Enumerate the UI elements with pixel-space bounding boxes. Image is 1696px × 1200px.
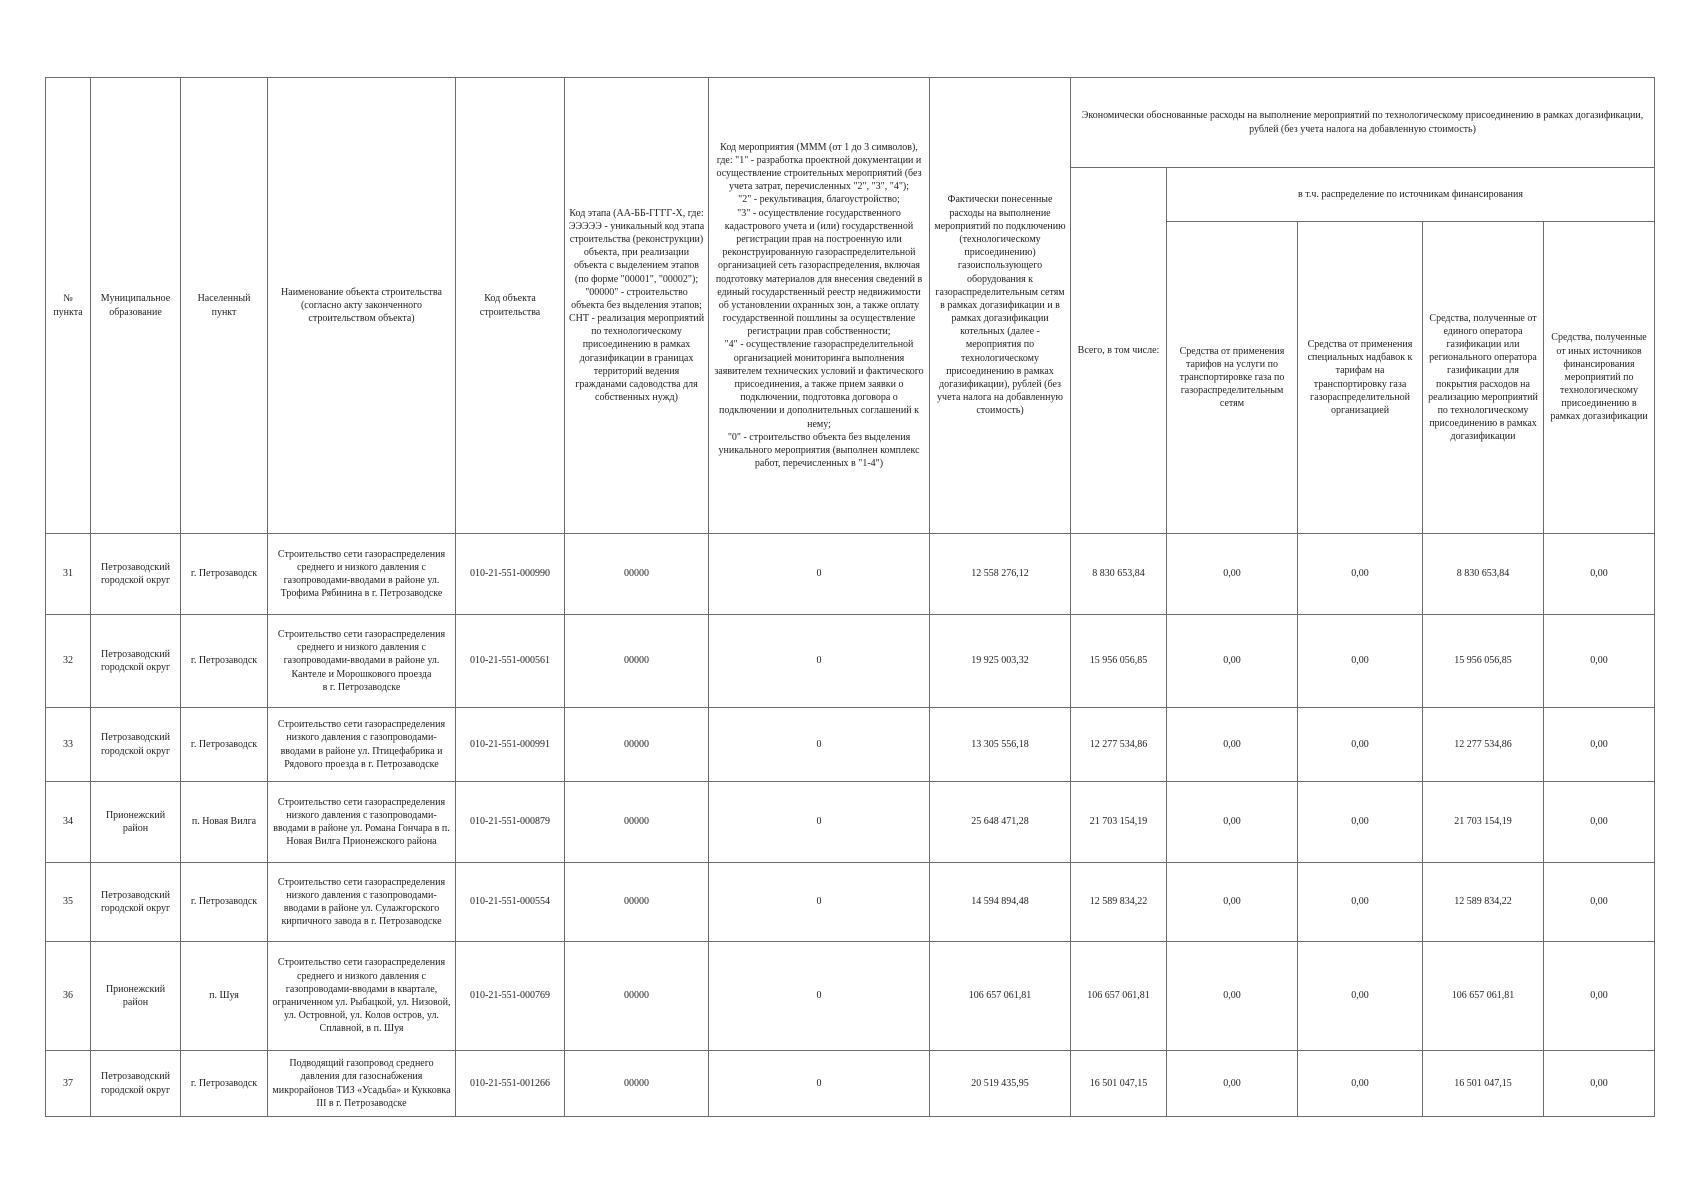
cell-object-code: 010-21-551-000554 [456, 863, 565, 942]
cell-municipality: Петрозаводский городской округ [91, 1051, 181, 1117]
cell-num: 35 [46, 863, 91, 942]
cell-num: 32 [46, 615, 91, 708]
cell-source-other: 0,00 [1544, 863, 1655, 942]
cell-object-name: Строительство сети газораспределения низкого давления с газопроводами-вводами в районе ул. Птицефабрика и Рядового проезда в г. Петрозаводске [268, 708, 456, 782]
cell-source-tariffs: 0,00 [1167, 615, 1298, 708]
header-municipality: Муниципальное образование [91, 78, 181, 534]
cell-source-surcharges: 0,00 [1298, 708, 1423, 782]
cell-object-name: Строительство сети газораспределения среднего и низкого давления с газопроводами-вводами в районе ул. Трофима Рябинина в г. Петрозаводске [268, 534, 456, 615]
cell-settlement: г. Петрозаводск [181, 1051, 268, 1117]
header-stage-code: Код этапа (АА-ББ-ГГГГ-Х, где: ЭЭЭЭЭ - уникальный код этапа строительства (реконструкции) объекта, при реализации объекта с выделением этапов (по форме "00001", "00002"); "00000" - строительство объекта без выделения этапов; СНТ - реализация мероприятий по технологическому присоединению в рамках догазификации в границах территорий ведения гражданами садоводства для собственных нужд) [565, 78, 709, 534]
cell-object-code: 010-21-551-001266 [456, 1051, 565, 1117]
cell-num: 34 [46, 782, 91, 863]
cell-source-surcharges: 0,00 [1298, 534, 1423, 615]
cell-source-tariffs: 0,00 [1167, 708, 1298, 782]
cell-actual-costs: 14 594 894,48 [930, 863, 1071, 942]
cell-source-tariffs: 0,00 [1167, 1051, 1298, 1117]
cell-event-code: 0 [709, 863, 930, 942]
cell-settlement: г. Петрозаводск [181, 534, 268, 615]
header-object-name: Наименование объекта строительства (согласно акту законченного строительством объекта) [268, 78, 456, 534]
cell-source-operator: 16 501 047,15 [1423, 1051, 1544, 1117]
table-row [46, 534, 1655, 615]
cell-object-name: Подводящий газопровод среднего давления для газоснабжения микрорайонов ТИЗ «Усадьба» и Кукковка III в г. Петрозаводске [268, 1051, 456, 1117]
cell-source-tariffs: 0,00 [1167, 534, 1298, 615]
cell-source-operator: 12 589 834,22 [1423, 863, 1544, 942]
cell-settlement: п. Новая Вилга [181, 782, 268, 863]
cell-municipality: Прионежский район [91, 942, 181, 1051]
gasification-costs-table [45, 77, 1655, 1117]
header-total: Всего, в том числе: [1071, 168, 1167, 534]
table-row [46, 782, 1655, 863]
cell-actual-costs: 12 558 276,12 [930, 534, 1071, 615]
cell-source-operator: 8 830 653,84 [1423, 534, 1544, 615]
cell-object-name: Строительство сети газораспределения среднего и низкого давления с газопроводами-вводами в квартале, ограниченном ул. Рыбацкой, ул. Низовой, ул. Островной, ул. Колов остров, ул. Сплавной, в п. Шуя [268, 942, 456, 1051]
cell-source-other: 0,00 [1544, 1051, 1655, 1117]
cell-stage-code: 00000 [565, 942, 709, 1051]
header-settlement: Населенный пункт [181, 78, 268, 534]
cell-total: 15 956 056,85 [1071, 615, 1167, 708]
cell-source-tariffs: 0,00 [1167, 942, 1298, 1051]
cell-stage-code: 00000 [565, 615, 709, 708]
cell-object-name: Строительство сети газораспределения низкого давления с газопроводами-вводами в районе ул. Романа Гончара в п. Новая Вилга Прионежского района [268, 782, 456, 863]
table-body [46, 534, 1655, 1117]
cell-source-operator: 106 657 061,81 [1423, 942, 1544, 1051]
cell-settlement: г. Петрозаводск [181, 708, 268, 782]
cell-stage-code: 00000 [565, 863, 709, 942]
cell-num: 36 [46, 942, 91, 1051]
header-object-code: Код объекта строительства [456, 78, 565, 534]
cell-object-name: Строительство сети газораспределения среднего и низкого давления с газопроводами-вводами в районе ул. Кантеле и Морошкового проезда в г. Петрозаводске [268, 615, 456, 708]
table-row [46, 1051, 1655, 1117]
cell-total: 12 589 834,22 [1071, 863, 1167, 942]
cell-municipality: Петрозаводский городской округ [91, 863, 181, 942]
table-row [46, 863, 1655, 942]
cell-source-surcharges: 0,00 [1298, 782, 1423, 863]
cell-total: 12 277 534,86 [1071, 708, 1167, 782]
cell-source-operator: 12 277 534,86 [1423, 708, 1544, 782]
cell-municipality: Прионежский район [91, 782, 181, 863]
cell-source-other: 0,00 [1544, 708, 1655, 782]
cell-num: 33 [46, 708, 91, 782]
header-num: № пункта [46, 78, 91, 534]
cell-actual-costs: 19 925 003,32 [930, 615, 1071, 708]
cell-source-other: 0,00 [1544, 942, 1655, 1051]
cell-object-code: 010-21-551-000990 [456, 534, 565, 615]
header-source-tariffs: Средства от применения тарифов на услуги по транспортировке газа по газораспределительным сетям [1167, 222, 1298, 534]
cell-source-surcharges: 0,00 [1298, 863, 1423, 942]
header-actual-costs: Фактически понесенные расходы на выполнение мероприятий по подключению (технологическому присоединению) газоиспользующего оборудования к газораспределительным сетям в рамках догазификации и в рамках догазификации котельных (далее - мероприятия по технологическому присоединению в рамках догазификации), рублей (без учета налога на добавленную стоимость) [930, 78, 1071, 534]
cell-municipality: Петрозаводский городской округ [91, 708, 181, 782]
cell-municipality: Петрозаводский городской округ [91, 615, 181, 708]
cell-settlement: г. Петрозаводск [181, 615, 268, 708]
cell-source-other: 0,00 [1544, 782, 1655, 863]
cell-num: 31 [46, 534, 91, 615]
cell-stage-code: 00000 [565, 534, 709, 615]
cell-object-code: 010-21-551-000561 [456, 615, 565, 708]
cell-event-code: 0 [709, 534, 930, 615]
cell-event-code: 0 [709, 615, 930, 708]
table-row [46, 942, 1655, 1051]
header-event-code: Код мероприятия (МММ (от 1 до 3 символов), где: "1" - разработка проектной документации и осуществление строительных мероприятий (без учета затрат, перечисленных "2", "3", "4"); "2" - рекультивация, благоустройство; "3" - осуществление государственного кадастрового учета и (или) государственной регистрации прав на построенную или реконструированную газораспределительной организацией сеть газораспределения, включая подготовку материалов для внесения сведений в единый государственный реестр недвижимости об установлении охранных зон, а также оплату государственной пошлины за осуществление регистрации прав собственности; "4" - осуществление газораспределительной организацией мониторинга выполнения заявителем технических условий и фактического присоединения, а также прием заявки о подключении, подготовка договора о подключении и дополнительных соглашений к нему; "0" - строительство объекта без выделения уникального мероприятия (выполнен комплекс работ, перечисленных в "1-4") [709, 78, 930, 534]
cell-actual-costs: 20 519 435,95 [930, 1051, 1071, 1117]
cell-source-operator: 21 703 154,19 [1423, 782, 1544, 863]
cell-event-code: 0 [709, 708, 930, 782]
header-source-operator: Средства, полученные от единого оператора газификации или регионального оператора газификации для покрытия расходов на реализацию мероприятий по технологическому присоединению в рамках догазификации [1423, 222, 1544, 534]
cell-source-other: 0,00 [1544, 534, 1655, 615]
cell-event-code: 0 [709, 782, 930, 863]
cell-event-code: 0 [709, 1051, 930, 1117]
cell-stage-code: 00000 [565, 708, 709, 782]
cell-municipality: Петрозаводский городской округ [91, 534, 181, 615]
cell-source-tariffs: 0,00 [1167, 782, 1298, 863]
cell-stage-code: 00000 [565, 782, 709, 863]
cell-actual-costs: 25 648 471,28 [930, 782, 1071, 863]
cell-source-surcharges: 0,00 [1298, 942, 1423, 1051]
cell-source-tariffs: 0,00 [1167, 863, 1298, 942]
cell-num: 37 [46, 1051, 91, 1117]
table-header [46, 78, 1655, 534]
cell-object-code: 010-21-551-000769 [456, 942, 565, 1051]
cell-source-surcharges: 0,00 [1298, 615, 1423, 708]
cell-object-code: 010-21-551-000991 [456, 708, 565, 782]
table-row [46, 708, 1655, 782]
header-source-surcharges: Средства от применения специальных надбавок к тарифам на транспортировку газа газораспределительной организацией [1298, 222, 1423, 534]
cell-source-operator: 15 956 056,85 [1423, 615, 1544, 708]
cell-source-other: 0,00 [1544, 615, 1655, 708]
cell-settlement: п. Шуя [181, 942, 268, 1051]
header-source-other: Средства, полученные от иных источников финансирования мероприятий по технологическому присоединению в рамках догазификации [1544, 222, 1655, 534]
cell-total: 21 703 154,19 [1071, 782, 1167, 863]
cell-object-code: 010-21-551-000879 [456, 782, 565, 863]
cell-actual-costs: 13 305 556,18 [930, 708, 1071, 782]
header-econ-costs: Экономически обоснованные расходы на выполнение мероприятий по технологическому присоединению в рамках догазификации, рублей (без учета налога на добавленную стоимость) [1071, 78, 1655, 168]
cell-stage-code: 00000 [565, 1051, 709, 1117]
table-row [46, 615, 1655, 708]
cell-actual-costs: 106 657 061,81 [930, 942, 1071, 1051]
cell-source-surcharges: 0,00 [1298, 1051, 1423, 1117]
cell-object-name: Строительство сети газораспределения низкого давления с газопроводами-вводами в районе ул. Сулажгорского кирпичного завода в г. Петрозаводске [268, 863, 456, 942]
cell-total: 16 501 047,15 [1071, 1051, 1167, 1117]
cell-total: 8 830 653,84 [1071, 534, 1167, 615]
cell-total: 106 657 061,81 [1071, 942, 1167, 1051]
cell-event-code: 0 [709, 942, 930, 1051]
header-funding-sources: в т.ч. распределение по источникам финансирования [1167, 168, 1655, 222]
cell-settlement: г. Петрозаводск [181, 863, 268, 942]
